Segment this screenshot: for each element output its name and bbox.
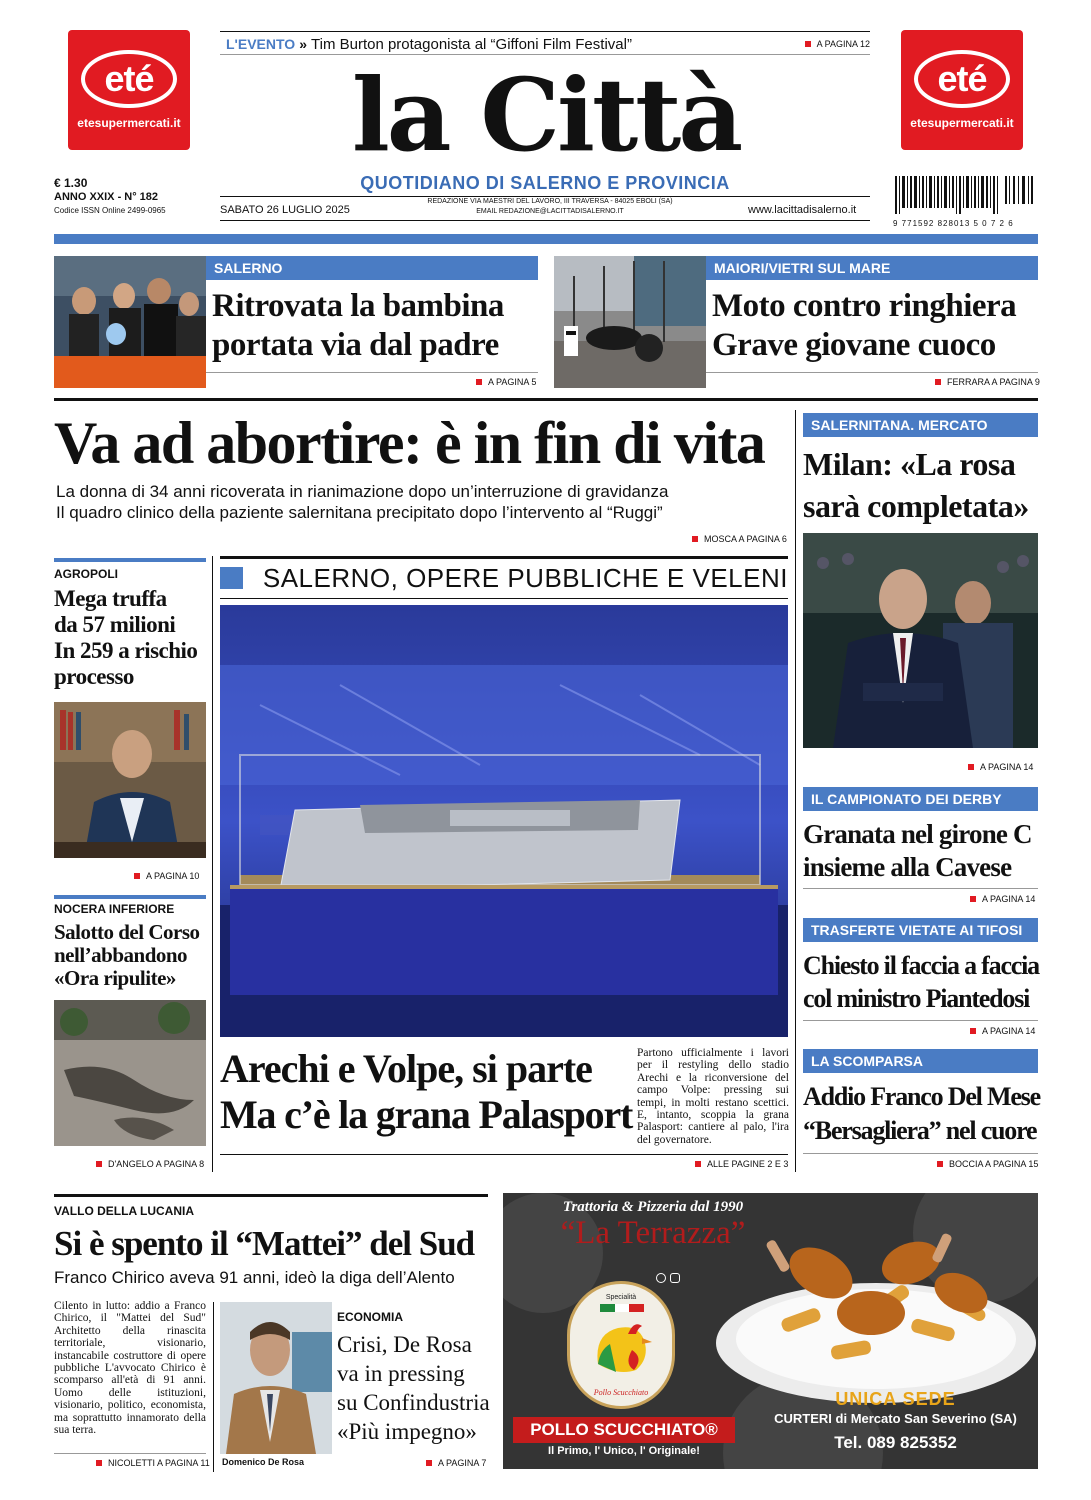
story-photo-milan[interactable] (803, 533, 1038, 748)
lead-subtitle-2: Il quadro clinico della paziente salernitana precipitato dopo l’intervento al “Ruggi” (56, 503, 663, 522)
headline-line[interactable]: Milan: «La rosa (803, 446, 1016, 482)
center-body: Partono ufficialmente i lavori per il restyling dello stadio Arechi e la riconversione del campo Volpe: pressing sui tempi, in molti restano scettici. E, intanto, scoppia la grana Palasport: cantiere al palo, l'ira del governatore. (637, 1047, 789, 1146)
bottom-section-rule (54, 1194, 488, 1197)
headline-line[interactable]: processo (54, 664, 134, 689)
event-bottom-rule (220, 54, 870, 55)
center-banner-rule (220, 598, 788, 599)
page-ref[interactable]: A PAGINA 14 (970, 894, 1035, 904)
header-blue-band (54, 234, 1038, 244)
ad-top-line: Trattoria & Pizzeria dal 1990 (562, 1199, 744, 1215)
bottom-subtitle: Franco Chirico aveva 91 anni, ideò la diga dell’Alento (54, 1268, 455, 1287)
bottom-headline[interactable]: Si è spento il “Mattei” del Sud (54, 1224, 475, 1263)
red-square-icon (692, 536, 698, 542)
photo-stadium-model (220, 605, 788, 1037)
page-ref[interactable]: D'ANGELO A PAGINA 8 (96, 1159, 204, 1169)
red-square-icon (805, 41, 811, 47)
page-ref[interactable]: A PAGINA 7 (426, 1458, 486, 1468)
website-link[interactable]: www.lacittadisalerno.it (748, 204, 857, 216)
bottom-body: Cilento in lutto: addio a Franco Chirico, il "Mattei del Sud" Architetto della rinascita territoriale, visionario, instancabile costruttore di opere pubbliche L'avvocato Chirico è scomparso all'età di 91 anni. Uomo delle istituzioni, visionario, politico, economista, ma soprattutto innamorato della sua terra. (54, 1300, 206, 1437)
section-label: MAIORI/VIETRI SUL MARE (706, 256, 1038, 280)
left-column-divider (212, 556, 213, 1172)
right-column-divider (795, 410, 796, 1172)
photo-man-portrait (220, 1302, 332, 1454)
center-banner-text: SALERNO, OPERE PUBBLICHE E VELENI (262, 562, 788, 593)
page-ref[interactable]: NICOLETTI A PAGINA 11 (96, 1458, 210, 1468)
story-photo-girl-found[interactable] (54, 256, 206, 388)
headline-line[interactable]: va in pressing (337, 1361, 465, 1386)
page-ref[interactable]: A PAGINA 5 (476, 377, 536, 387)
headline-line[interactable]: «Ora ripulite» (54, 966, 176, 990)
price: € 1.30 (54, 176, 88, 190)
photo-man-stadium (803, 533, 1038, 748)
story-rule (803, 888, 1038, 889)
red-square-icon (968, 764, 974, 770)
event-top-rule (220, 31, 870, 32)
masthead-title: la Città (351, 56, 741, 174)
barcode-graphic (893, 176, 1035, 214)
story-photo-stadium-model[interactable] (220, 605, 788, 1037)
story-photo-de-rosa[interactable] (220, 1302, 332, 1454)
center-headline-2[interactable]: Ma c’è la grana Palasport (220, 1092, 633, 1137)
rooster-icon (588, 1314, 656, 1378)
section-label: IL CAMPIONATO DEI DERBY (803, 787, 1038, 811)
photo-man-office (54, 702, 206, 858)
ete-logo-mark: eté (81, 50, 177, 108)
dateline-bottom-rule (220, 220, 870, 221)
page-ref[interactable]: ALLE PAGINE 2 E 3 (695, 1159, 788, 1169)
red-square-icon (970, 1028, 976, 1034)
ad-rooster-badge (567, 1281, 675, 1409)
story-rule (706, 372, 1038, 373)
headline-line[interactable]: sarà completata» (803, 488, 1029, 524)
redazione-address: REDAZIONE VIA MAESTRI DEL LAVORO, III TRAVERSA - 84025 EBOLI (SA) (427, 198, 673, 205)
event-strip[interactable] (226, 34, 870, 54)
ad-badge-top: Specialità (605, 1294, 637, 1301)
masthead-subtitle: QUOTIDIANO DI SALERNO E PROVINCIA (360, 173, 730, 193)
page-ref[interactable]: A PAGINA 10 (134, 871, 199, 881)
page-ref[interactable]: FERRARA A PAGINA 9 (935, 377, 1040, 387)
headline-line[interactable]: portata via dal padre (212, 327, 499, 363)
center-banner (220, 562, 788, 594)
center-headline-1[interactable]: Arechi e Volpe, si parte (220, 1046, 592, 1091)
ete-logo-mark: eté (914, 50, 1010, 108)
ete-logo-right[interactable] (901, 30, 1023, 150)
page-ref[interactable]: A PAGINA 14 (970, 1026, 1035, 1036)
headline-line[interactable]: insieme alla Cavese (803, 852, 1012, 882)
event-label: L'EVENTO (226, 36, 296, 52)
ad-restaurant-name: “La Terrazza” (560, 1215, 746, 1251)
photo-rescue-team (54, 256, 206, 388)
double-chevron-icon: » (299, 36, 307, 52)
left-top-bar (54, 558, 206, 562)
bottom-end-rule (54, 1453, 206, 1454)
headline-line[interactable]: Addio Franco Del Mese (803, 1082, 1040, 1111)
lead-subtitle-1: La donna di 34 anni ricoverata in rianimazione dopo un’interruzione di gravidanza (56, 482, 669, 501)
center-top-rule (220, 556, 788, 559)
headline-line[interactable]: Moto contro ringhiera (712, 288, 1017, 324)
section-kicker: VALLO DELLA LUCANIA (54, 1204, 194, 1218)
section-kicker: ECONOMIA (337, 1310, 403, 1324)
section-label: SALERNITANA. MERCATO (803, 413, 1038, 437)
headline-line[interactable]: In 259 a rischio (54, 638, 198, 663)
story-photo-moto-crash[interactable] (554, 256, 706, 388)
photo-street-pavement (54, 1000, 206, 1146)
event-ref: A PAGINA 12 (805, 39, 870, 49)
story-rule (803, 1020, 1038, 1021)
headline-line[interactable]: col ministro Piantedosi (803, 984, 1030, 1013)
red-square-icon (937, 1161, 943, 1167)
red-square-icon (476, 379, 482, 385)
center-bottom-rule (220, 1154, 788, 1155)
ad-phone[interactable]: Tel. 089 825352 (834, 1433, 957, 1452)
photo-motorcycle (554, 256, 706, 388)
red-square-icon (134, 873, 140, 879)
headline-line[interactable]: Salotto del Corso (54, 920, 200, 944)
issue-number: ANNO XXIX - N° 182 (54, 191, 159, 203)
headline-line[interactable]: “Bersagliera” nel cuore (803, 1116, 1037, 1145)
ad-food-plate (711, 1223, 1036, 1413)
ete-logo-left[interactable] (68, 30, 190, 150)
photo-caption: Domenico De Rosa (222, 1457, 305, 1467)
ete-logo-url: etesupermercati.it (910, 116, 1014, 130)
ad-sede: UNICA SEDE (835, 1389, 956, 1409)
story-photo-nocera[interactable] (54, 1000, 206, 1146)
headline-line[interactable]: Mega truffa (54, 586, 167, 611)
bottom-divider (213, 1302, 214, 1472)
left-mid-bar (54, 895, 206, 899)
section-label: TRASFERTE VIETATE AI TIFOSI (803, 918, 1038, 942)
page-ref[interactable]: A PAGINA 14 (968, 762, 1033, 772)
red-square-icon (970, 896, 976, 902)
headline-line[interactable]: da 57 milioni (54, 612, 176, 637)
advertisement[interactable] (503, 1193, 1038, 1469)
headline-line[interactable]: Crisi, De Rosa (337, 1332, 472, 1357)
italian-flag-icon (600, 1304, 644, 1312)
issue-date: SABATO 26 LUGLIO 2025 (220, 204, 350, 216)
section-kicker: AGROPOLI (54, 567, 119, 581)
story-rule (803, 1153, 1038, 1154)
dateline-top-rule (220, 196, 870, 197)
ad-tagline: Il Primo, l' Unico, l' Originale! (548, 1445, 700, 1457)
section-kicker: NOCERA INFERIORE (54, 902, 175, 916)
story-rule (206, 372, 538, 373)
page-ref[interactable]: BOCCIA A PAGINA 15 (937, 1159, 1038, 1169)
page-ref[interactable]: MOSCA A PAGINA 6 (692, 534, 787, 544)
ad-brand-bar: POLLO SCUCCHIATO® (513, 1417, 735, 1443)
red-square-icon (695, 1161, 701, 1167)
headline-line[interactable]: su Confindustria (337, 1390, 490, 1415)
story-photo-agropoli[interactable] (54, 702, 206, 858)
headline-line[interactable]: «Più impegno» (337, 1419, 477, 1444)
ete-logo-url: etesupermercati.it (77, 116, 181, 130)
headline-line[interactable]: Grave giovane cuoco (712, 327, 996, 363)
section-label: SALERNO (206, 256, 538, 280)
lead-top-rule (54, 398, 1038, 401)
lead-headline[interactable]: Va ad abortire: è in fin di vita (54, 410, 765, 476)
section-label: LA SCOMPARSA (803, 1049, 1038, 1073)
red-square-icon (96, 1161, 102, 1167)
facebook-icon[interactable] (656, 1273, 666, 1283)
instagram-icon[interactable] (670, 1273, 680, 1283)
headline-line[interactable]: Chiesto il faccia a faccia (803, 951, 1039, 980)
barcode (893, 176, 1035, 228)
event-text: Tim Burton protagonista al “Giffoni Film Festival” (311, 35, 632, 53)
blue-square-icon (220, 567, 243, 589)
red-square-icon (96, 1460, 102, 1466)
ad-badge-label: Pollo Scucchiato (593, 1388, 649, 1397)
headline-line[interactable]: Ritrovata la bambina (212, 288, 504, 324)
ad-address: CURTERI di Mercato San Severino (SA) (774, 1411, 1017, 1426)
headline-line[interactable]: nell’abbandono (54, 943, 188, 967)
red-square-icon (935, 379, 941, 385)
barcode-number: 9 771592 828013 5 0 7 2 6 (893, 219, 1014, 228)
headline-line[interactable]: Granata nel girone C (803, 819, 1032, 849)
redazione-email: EMAIL REDAZIONE@LACITTADISALERNO.IT (476, 208, 624, 215)
issn-code: Codice ISSN Online 2499-0965 (54, 206, 166, 215)
red-square-icon (426, 1460, 432, 1466)
